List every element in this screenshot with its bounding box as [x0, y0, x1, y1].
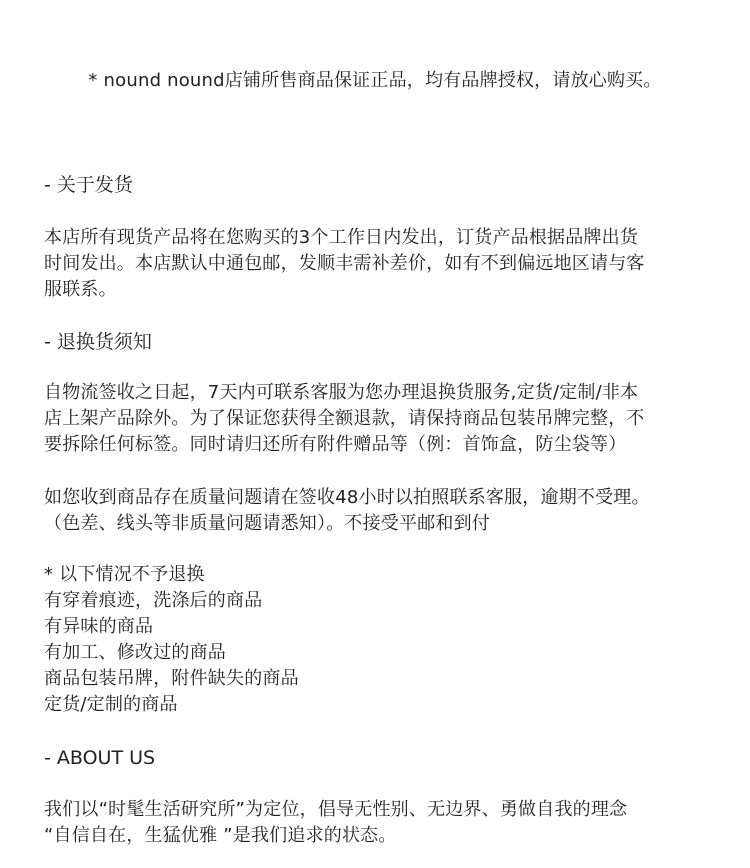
returns-line: （色差、线头等非质量问题请悉知）。不接受平邮和到付 — [44, 513, 490, 534]
returns-line: 要拆除任何标签。同时请归还所有附件赠品等（例：首饰盒，防尘袋等） — [44, 434, 627, 455]
exclusions-list — [44, 562, 706, 718]
shipping-line: 服联系。 — [44, 279, 117, 300]
about-title: - ABOUT US — [44, 747, 156, 769]
returns-paragraph-2 — [44, 485, 706, 537]
exclusion-item: 有异味的商品 — [44, 616, 154, 637]
returns-title: - 退换货须知 — [44, 331, 152, 353]
exclusion-item: 商品包装吊牌，附件缺失的商品 — [44, 668, 299, 689]
returns-paragraph-1 — [44, 380, 706, 458]
about-paragraph — [44, 797, 706, 849]
exclusion-item: 有穿着痕迹，洗涤后的商品 — [44, 590, 263, 611]
exclusions-title: * 以下情况不予退换 — [44, 564, 205, 585]
shipping-paragraph — [44, 225, 706, 303]
returns-line: 如您收到商品存在质量问题请在签收48小时以拍照联系客服，逾期不受理。 — [44, 487, 650, 508]
shipping-line: 本店所有现货产品将在您购买的3个工作日内发出，订货产品根据品牌出货 — [44, 227, 639, 248]
exclusion-item: 有加工、修改过的商品 — [44, 642, 226, 663]
exclusion-item: 定货/定制的商品 — [44, 694, 178, 715]
returns-line: 店上架产品除外。为了保证您获得全额退款，请保持商品包装吊牌完整，不 — [44, 408, 645, 429]
about-line: “自信自在，生猛优雅 ”是我们追求的状态。 — [44, 825, 397, 846]
authenticity-notice: * nound nound店铺所售商品保证正品，均有品牌授权，请放心购买。 — [88, 70, 662, 91]
shipping-title: - 关于发货 — [44, 174, 133, 196]
shipping-line: 时间发出。本店默认中通包邮，发顺丰需补差价，如有不到偏远地区请与客 — [44, 253, 645, 274]
returns-line: 自物流签收之日起，7天内可联系客服为您办理退换货服务,定货/定制/非本 — [44, 382, 639, 403]
about-line: 我们以“时髦生活研究所”为定位，倡导无性别、无边界、勇做自我的理念 — [44, 799, 628, 820]
